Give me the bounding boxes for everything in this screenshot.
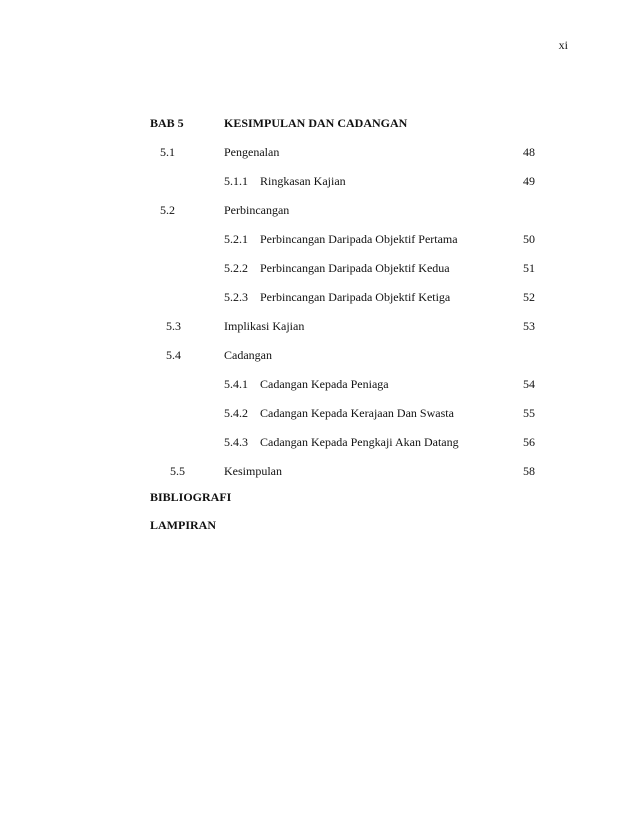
page-ref: 56 <box>523 435 535 449</box>
subsection-number: 5.2.2 <box>224 261 248 275</box>
subsection-number: 5.4.3 <box>224 435 248 449</box>
page-number: xi <box>558 38 568 52</box>
subsection-title: Perbincangan Daripada Objektif Pertama <box>260 232 458 246</box>
subsection-title: Cadangan Kepada Peniaga <box>260 377 389 391</box>
page-ref: 54 <box>523 377 535 391</box>
page-ref: 52 <box>523 290 535 304</box>
toc-entry-5-2-2 <box>150 261 535 290</box>
section-number: 5.2 <box>160 203 175 217</box>
chapter-label: BAB 5 <box>150 116 184 130</box>
toc-entry-5-4-3 <box>150 435 535 464</box>
toc-entry-5-2 <box>150 203 535 232</box>
page-ref: 49 <box>523 174 535 188</box>
section-number: 5.3 <box>166 319 181 333</box>
section-number: 5.1 <box>160 145 175 159</box>
bibliography-heading: BIBLIOGRAFI <box>150 490 232 504</box>
subsection-number: 5.2.3 <box>224 290 248 304</box>
section-number: 5.5 <box>170 464 185 478</box>
subsection-number: 5.4.2 <box>224 406 248 420</box>
page-ref: 53 <box>523 319 535 333</box>
page-ref: 50 <box>523 232 535 246</box>
toc-entry-5-1 <box>150 145 535 174</box>
page-ref: 58 <box>523 464 535 478</box>
subsection-title: Perbincangan Daripada Objektif Kedua <box>260 261 450 275</box>
toc-entry-5-5 <box>150 464 535 493</box>
section-title: Perbincangan <box>224 203 290 217</box>
subsection-title: Perbincangan Daripada Objektif Ketiga <box>260 290 451 304</box>
subsection-title: Ringkasan Kajian <box>260 174 346 188</box>
toc-entry-5-4 <box>150 348 535 377</box>
subsection-title: Cadangan Kepada Pengkaji Akan Datang <box>260 435 459 449</box>
section-title: Pengenalan <box>224 145 280 159</box>
page-ref: 51 <box>523 261 535 275</box>
subsection-title: Cadangan Kepada Kerajaan Dan Swasta <box>260 406 454 420</box>
page-ref: 55 <box>523 406 535 420</box>
chapter-title: KESIMPULAN DAN CADANGAN <box>224 116 408 130</box>
table-of-contents <box>150 116 535 493</box>
section-title: Cadangan <box>224 348 272 362</box>
subsection-number: 5.2.1 <box>224 232 248 246</box>
page-ref: 48 <box>523 145 535 159</box>
subsection-number: 5.4.1 <box>224 377 248 391</box>
chapter-heading <box>150 116 535 145</box>
section-number: 5.4 <box>166 348 181 362</box>
toc-entry-5-4-2 <box>150 406 535 435</box>
subsection-number: 5.1.1 <box>224 174 248 188</box>
toc-entry-5-3 <box>150 319 535 348</box>
section-title: Kesimpulan <box>224 464 282 478</box>
toc-entry-5-2-1 <box>150 232 535 261</box>
toc-entry-5-2-3 <box>150 290 535 319</box>
appendix-heading: LAMPIRAN <box>150 518 216 532</box>
toc-entry-5-1-1 <box>150 174 535 203</box>
section-title: Implikasi Kajian <box>224 319 305 333</box>
toc-entry-5-4-1 <box>150 377 535 406</box>
